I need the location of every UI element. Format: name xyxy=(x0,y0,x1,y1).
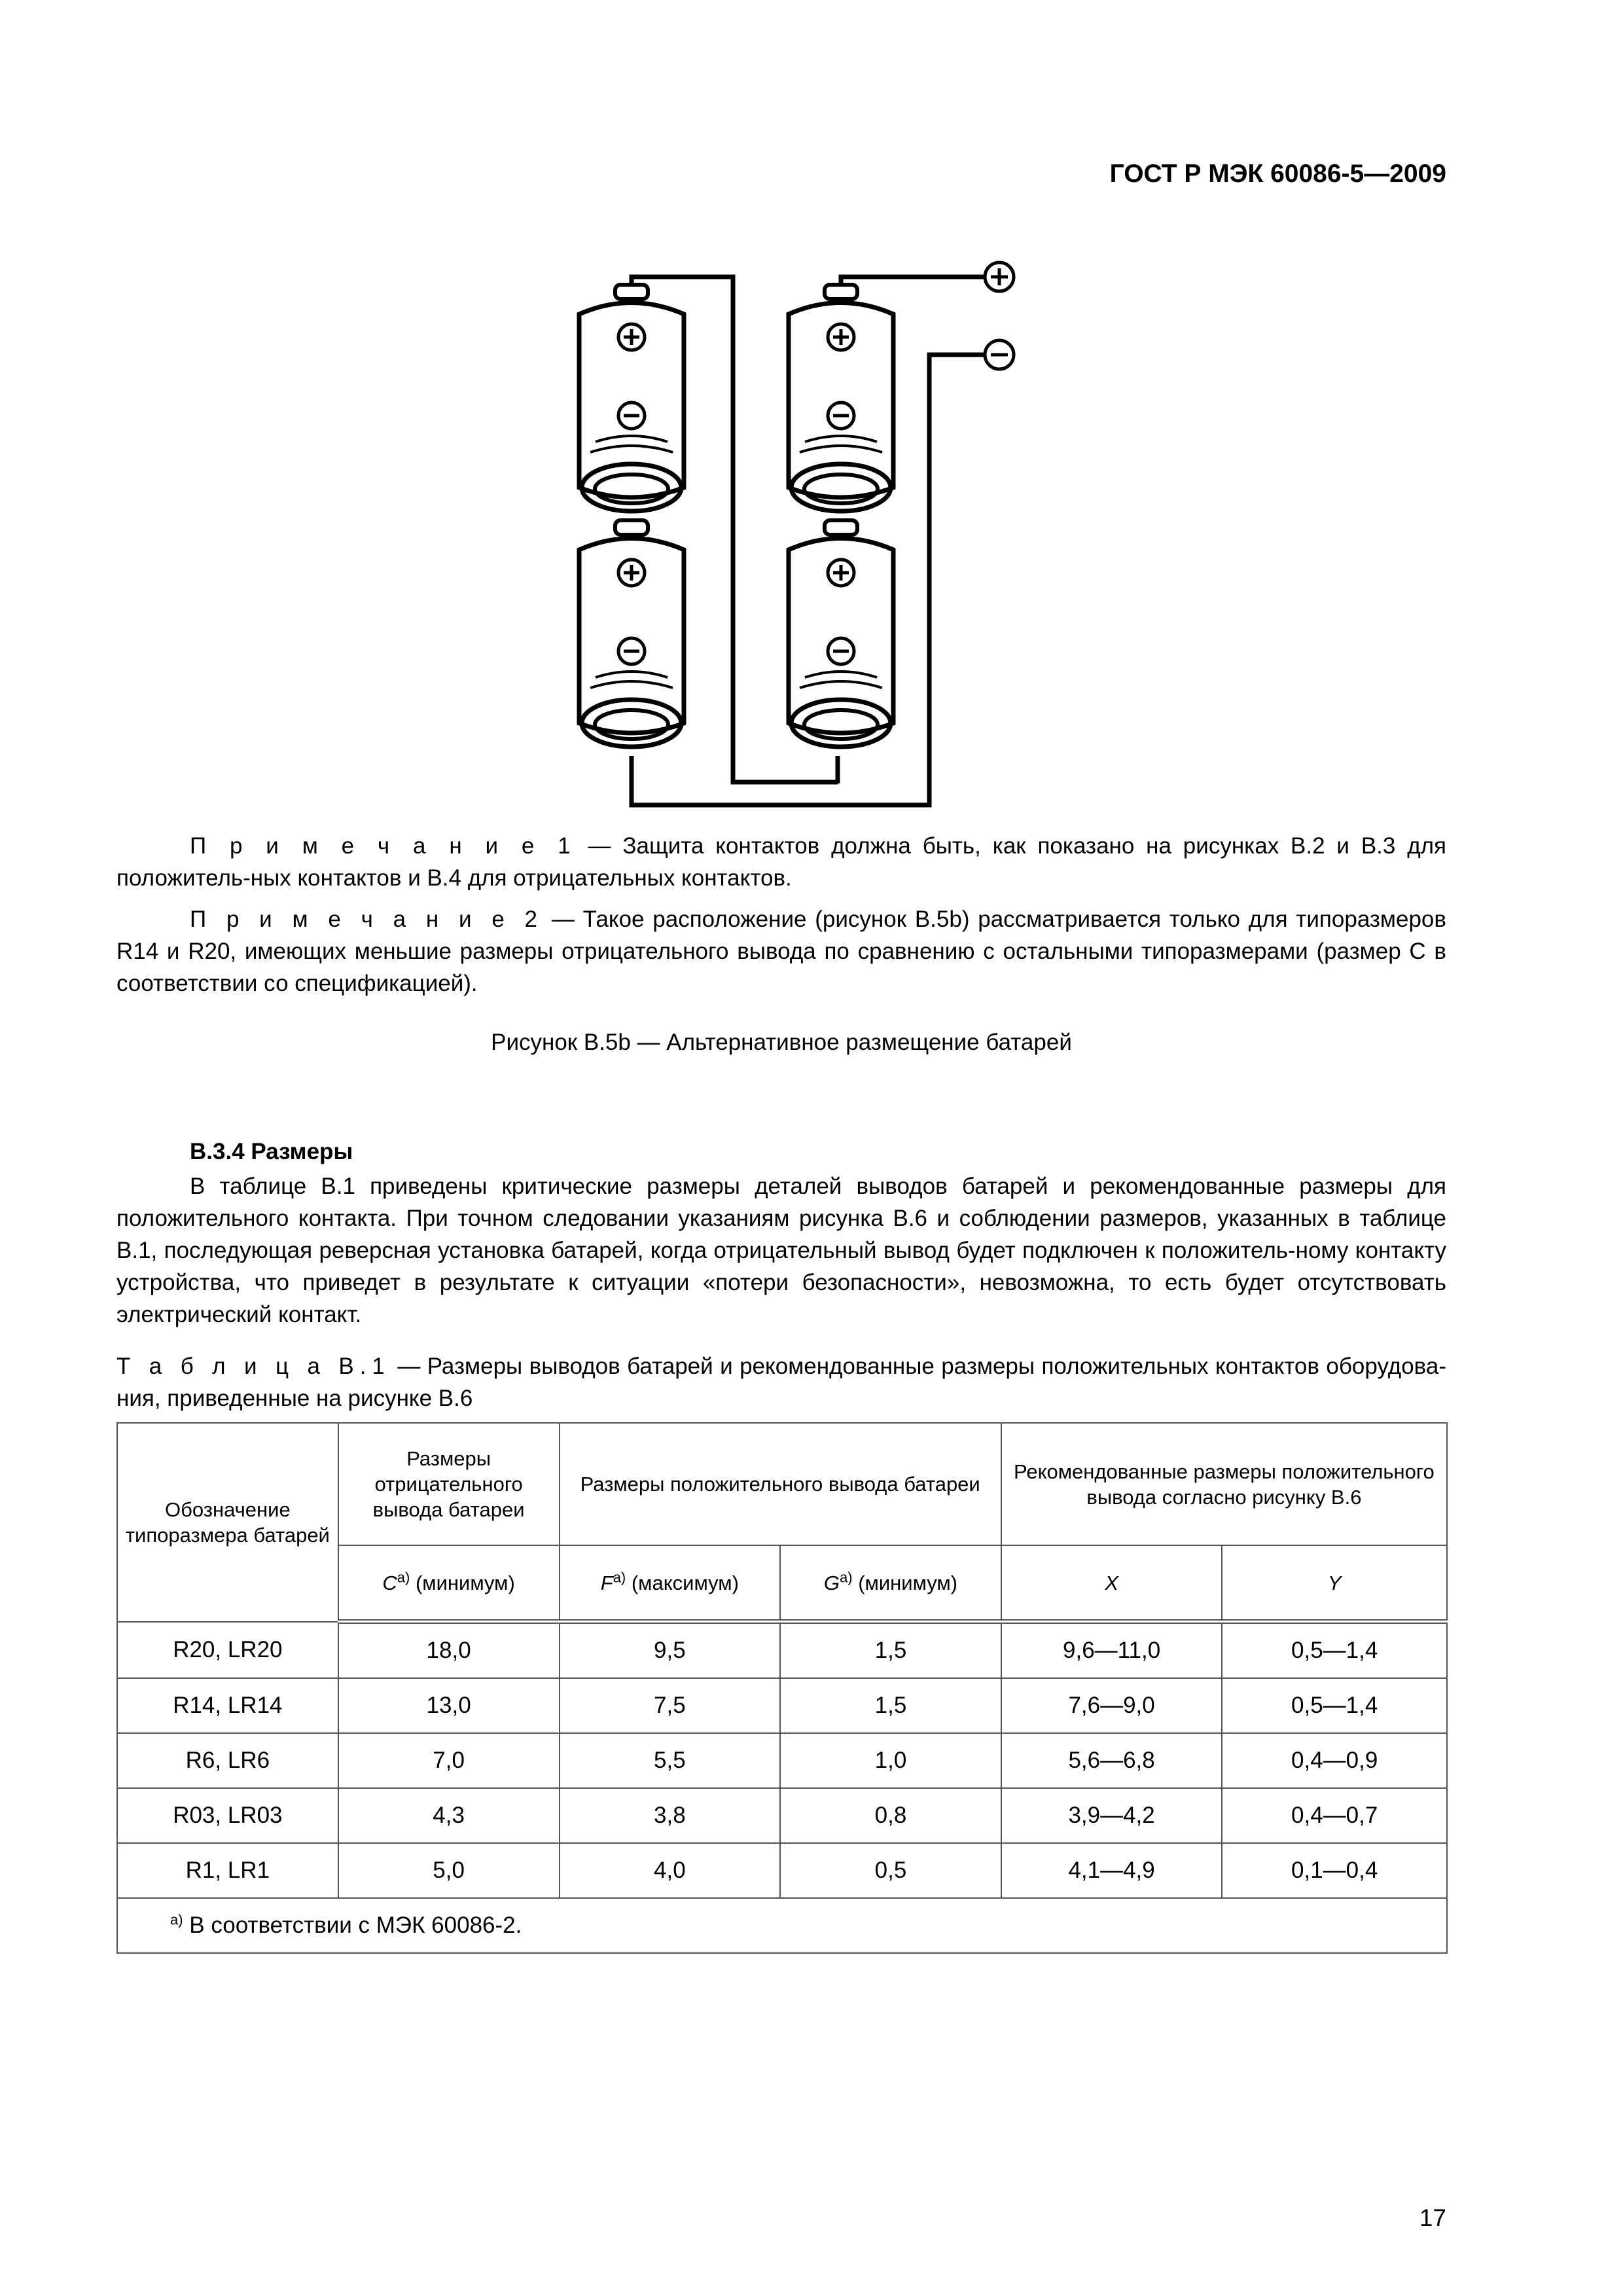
note-1: П р и м е ч а н и е 1 — Защита контактов должна быть, как показано на рисунках B.2 и B.3 для положитель-ных контактов и B.4 для отрицательных контактов. xyxy=(116,833,1446,891)
header-recommended: Рекомендованные размеры положительного вывода согласно рисунку B.6 xyxy=(1001,1423,1447,1545)
header-y: Y xyxy=(1222,1545,1447,1622)
table-row: R1, LR1 5,0 4,0 0,5 4,1—4,9 0,1—0,4 xyxy=(117,1843,1447,1898)
table-row: R03, LR03 4,3 3,8 0,8 3,9—4,2 0,4—0,7 xyxy=(117,1788,1447,1843)
table-title: Т а б л и ц а B.1 — Размеры выводов батарей и рекомендованные размеры положительных контактов оборудова-ния, приведенные на рисунке B.6 xyxy=(116,1354,1446,1411)
battery-dimensions-table xyxy=(116,1422,1448,1954)
header-negative: Размеры отрицательного вывода батареи xyxy=(338,1423,560,1545)
positive-terminal-icon xyxy=(985,262,1014,291)
battery-arrangement-figure xyxy=(510,252,1034,808)
section-heading: B.3.4 Размеры xyxy=(190,1139,353,1164)
negative-terminal-icon xyxy=(985,340,1014,369)
header-x: X xyxy=(1001,1545,1222,1622)
note-2: П р и м е ч а н и е 2 — Такое расположение (рисунок B.5b) рассматривается только для типоразмеров R14 и R20, имеющих меньшие размеры отрицательного вывода по сравнению с остальными типоразмерами (размер C в соответствии со спецификацией). xyxy=(116,906,1446,996)
document-standard-header: ГОСТ Р МЭК 60086-5—2009 xyxy=(1109,160,1446,188)
battery-cell-upper-right xyxy=(789,285,893,511)
battery-cell-upper-left xyxy=(579,285,684,511)
header-f: $F^{а)}$ (максимум) xyxy=(560,1545,781,1622)
header-designation: Обозначение типоразмера батарей xyxy=(117,1423,338,1622)
battery-cell-lower-left xyxy=(579,520,684,747)
figure-caption: Рисунок B.5b — Альтернативное размещение батарей xyxy=(491,1030,1072,1055)
table-footnote: $^{а)}$ В соответствии с МЭК 60086-2. xyxy=(117,1898,1447,1953)
table-row: R20, LR20 18,0 9,5 1,5 9,6—11,0 0,5—1,4 xyxy=(117,1622,1447,1679)
table-row: R14, LR14 13,0 7,5 1,5 7,6—9,0 0,5—1,4 xyxy=(117,1678,1447,1733)
header-g: $G^{а)}$ (минимум) xyxy=(780,1545,1001,1622)
table-row: R6, LR6 7,0 5,5 1,0 5,6—6,8 0,4—0,9 xyxy=(117,1733,1447,1788)
section-paragraph: В таблице B.1 приведены критические размеры деталей выводов батарей и рекомендованные размеры для положительного контакта. При точном следовании указаниям рисунка B.6 и соблюдении размеров, указанных в таблице B.1, последующая реверсная установка батарей, когда отрицательный вывод будет подключен к положитель-ному контакту устройства, что приведет в результате к ситуации «потери безопасности», невозможна, то есть будет отсутствовать электрический контакт. xyxy=(116,1174,1446,1327)
battery-cell-lower-right xyxy=(789,520,893,747)
header-c: $C^{а)}$ (минимум) xyxy=(338,1545,560,1622)
page-number: 17 xyxy=(1419,2204,1446,2231)
header-positive: Размеры положительного вывода батареи xyxy=(560,1423,1001,1545)
